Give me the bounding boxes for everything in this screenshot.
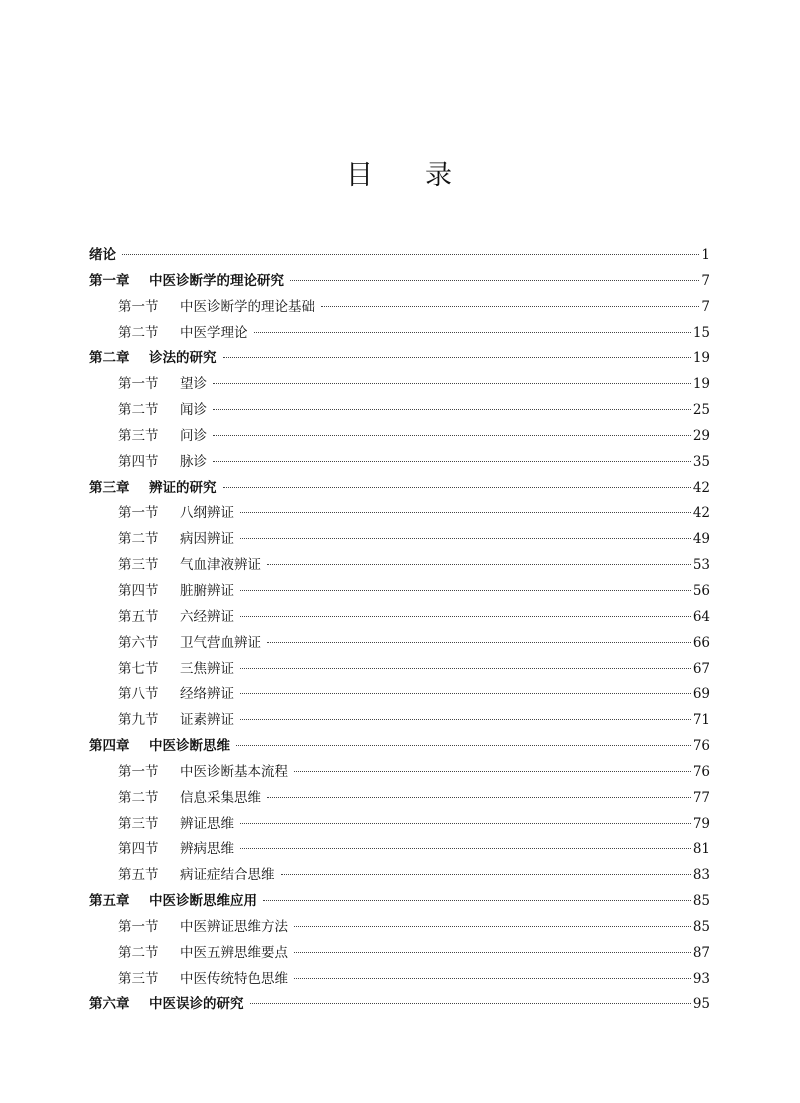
section-number: 第四节 bbox=[118, 582, 159, 599]
section-title: 辨证思维 bbox=[180, 815, 234, 832]
page-number: 7 bbox=[701, 272, 710, 289]
toc-section-entry[interactable] bbox=[89, 527, 710, 553]
dot-leader bbox=[294, 771, 691, 772]
page-number: 29 bbox=[692, 427, 710, 444]
section-number: 第二节 bbox=[118, 944, 159, 961]
section-number: 第七节 bbox=[118, 660, 159, 677]
toc-section-entry[interactable] bbox=[89, 579, 710, 605]
dot-leader bbox=[267, 642, 691, 643]
chapter-title: 绪论 bbox=[89, 247, 116, 263]
section-title: 闻诊 bbox=[180, 402, 207, 419]
page-number: 69 bbox=[692, 686, 710, 703]
section-number: 第一节 bbox=[118, 376, 159, 393]
dot-leader bbox=[240, 719, 691, 720]
page-number: 85 bbox=[692, 893, 710, 910]
toc-section-entry[interactable] bbox=[89, 708, 710, 734]
page-number: 53 bbox=[692, 557, 710, 574]
page-number: 35 bbox=[692, 453, 710, 470]
page-number: 64 bbox=[692, 608, 710, 625]
chapter-title: 辨证的研究 bbox=[149, 479, 217, 496]
section-title: 中医诊断基本流程 bbox=[180, 763, 288, 780]
toc-section-entry[interactable] bbox=[89, 863, 710, 889]
chapter-title: 中医诊断学的理论研究 bbox=[149, 272, 284, 289]
page-number: 1 bbox=[701, 247, 710, 263]
section-number: 第五节 bbox=[118, 867, 159, 884]
section-number: 第四节 bbox=[118, 453, 159, 470]
dot-leader bbox=[250, 1003, 691, 1004]
section-title: 三焦辨证 bbox=[180, 660, 234, 677]
dot-leader bbox=[294, 978, 691, 979]
toc-chapter-entry[interactable] bbox=[89, 269, 710, 295]
toc-section-entry[interactable] bbox=[89, 372, 710, 398]
page-number: 95 bbox=[692, 996, 710, 1013]
toc-section-entry[interactable] bbox=[89, 450, 710, 476]
title-char-1: 目 bbox=[346, 160, 375, 191]
dot-leader bbox=[281, 874, 691, 875]
toc-chapter-entry[interactable] bbox=[89, 734, 710, 760]
page-number: 76 bbox=[692, 738, 710, 755]
toc-section-entry[interactable] bbox=[89, 398, 710, 424]
section-title: 经络辨证 bbox=[180, 686, 234, 703]
toc-section-entry[interactable] bbox=[89, 631, 710, 657]
toc-section-entry[interactable] bbox=[89, 812, 710, 838]
page-number: 19 bbox=[692, 350, 710, 367]
section-title: 病证症结合思维 bbox=[180, 867, 275, 884]
dot-leader bbox=[254, 332, 691, 333]
section-number: 第四节 bbox=[118, 841, 159, 858]
toc-section-entry[interactable] bbox=[89, 915, 710, 941]
dot-leader bbox=[240, 512, 691, 513]
dot-leader bbox=[321, 306, 699, 307]
dot-leader bbox=[122, 254, 699, 255]
section-title: 中医辨证思维方法 bbox=[180, 918, 288, 935]
dot-leader bbox=[240, 616, 691, 617]
section-title: 中医学理论 bbox=[180, 324, 248, 341]
page-number: 67 bbox=[692, 660, 710, 677]
chapter-number: 第六章 bbox=[89, 996, 130, 1013]
section-title: 望诊 bbox=[180, 376, 207, 393]
chapter-title: 中医诊断思维 bbox=[149, 738, 230, 755]
section-number: 第八节 bbox=[118, 686, 159, 703]
dot-leader bbox=[240, 668, 691, 669]
section-title: 脏腑辨证 bbox=[180, 582, 234, 599]
chapter-title: 中医误诊的研究 bbox=[149, 996, 244, 1013]
toc-section-entry[interactable] bbox=[89, 941, 710, 967]
dot-leader bbox=[213, 435, 691, 436]
section-title: 信息采集思维 bbox=[180, 789, 261, 806]
section-title: 证素辨证 bbox=[180, 712, 234, 729]
toc-chapter-entry[interactable] bbox=[89, 346, 710, 372]
section-number: 第三节 bbox=[118, 557, 159, 574]
toc-section-entry[interactable] bbox=[89, 295, 710, 321]
section-title: 卫气营血辨证 bbox=[180, 634, 261, 651]
section-title: 问诊 bbox=[180, 427, 207, 444]
section-title: 病因辨证 bbox=[180, 531, 234, 548]
page-number: 85 bbox=[692, 918, 710, 935]
toc-section-entry[interactable] bbox=[89, 837, 710, 863]
dot-leader bbox=[240, 823, 691, 824]
page-number: 81 bbox=[692, 841, 710, 858]
page-number: 42 bbox=[692, 505, 710, 522]
page-title bbox=[0, 153, 800, 192]
section-number: 第一节 bbox=[118, 505, 159, 522]
dot-leader bbox=[236, 745, 691, 746]
dot-leader bbox=[223, 487, 691, 488]
page-number: 19 bbox=[692, 376, 710, 393]
chapter-number: 第二章 bbox=[89, 350, 130, 367]
section-number: 第三节 bbox=[118, 815, 159, 832]
dot-leader bbox=[267, 797, 691, 798]
page-number: 76 bbox=[692, 763, 710, 780]
toc-chapter-entry[interactable] bbox=[89, 992, 710, 1018]
toc-section-entry[interactable] bbox=[89, 553, 710, 579]
section-number: 第一节 bbox=[118, 298, 159, 315]
section-number: 第三节 bbox=[118, 427, 159, 444]
section-number: 第二节 bbox=[118, 324, 159, 341]
section-title: 脉诊 bbox=[180, 453, 207, 470]
page-number: 79 bbox=[692, 815, 710, 832]
chapter-number: 第一章 bbox=[89, 272, 130, 289]
chapter-number: 第四章 bbox=[89, 738, 130, 755]
dot-leader bbox=[240, 693, 691, 694]
dot-leader bbox=[240, 590, 691, 591]
dot-leader bbox=[294, 952, 691, 953]
toc-section-entry[interactable] bbox=[89, 501, 710, 527]
section-title: 中医五辨思维要点 bbox=[180, 944, 288, 961]
page-number: 7 bbox=[701, 298, 710, 315]
chapter-title: 诊法的研究 bbox=[149, 350, 217, 367]
section-title: 辨病思维 bbox=[180, 841, 234, 858]
page-number: 87 bbox=[692, 944, 710, 961]
toc-section-entry[interactable] bbox=[89, 760, 710, 786]
page-number: 42 bbox=[692, 479, 710, 496]
dot-leader bbox=[240, 848, 691, 849]
chapter-number: 第三章 bbox=[89, 479, 130, 496]
chapter-number: 第五章 bbox=[89, 893, 130, 910]
section-number: 第九节 bbox=[118, 712, 159, 729]
dot-leader bbox=[294, 926, 691, 927]
section-title: 八纲辨证 bbox=[180, 505, 234, 522]
page-number: 66 bbox=[692, 634, 710, 651]
toc-chapter-entry[interactable] bbox=[89, 889, 710, 915]
section-number: 第五节 bbox=[118, 608, 159, 625]
dot-leader bbox=[263, 900, 691, 901]
dot-leader bbox=[213, 461, 691, 462]
section-number: 第二节 bbox=[118, 531, 159, 548]
toc-chapter-entry[interactable] bbox=[89, 243, 710, 269]
section-title: 气血津液辨证 bbox=[180, 557, 261, 574]
section-title: 六经辨证 bbox=[180, 608, 234, 625]
section-number: 第二节 bbox=[118, 789, 159, 806]
dot-leader bbox=[213, 383, 691, 384]
dot-leader bbox=[223, 357, 691, 358]
section-title: 中医诊断学的理论基础 bbox=[180, 298, 315, 315]
dot-leader bbox=[213, 409, 691, 410]
toc-section-entry[interactable] bbox=[89, 967, 710, 993]
page-number: 15 bbox=[692, 324, 710, 341]
dot-leader bbox=[267, 564, 691, 565]
title-char-2: 录 bbox=[425, 160, 454, 191]
page-number: 25 bbox=[692, 402, 710, 419]
section-number: 第一节 bbox=[118, 918, 159, 935]
section-number: 第三节 bbox=[118, 970, 159, 987]
toc-section-entry[interactable] bbox=[89, 321, 710, 347]
page-number: 77 bbox=[692, 789, 710, 806]
toc-section-entry[interactable] bbox=[89, 657, 710, 683]
toc-section-entry[interactable] bbox=[89, 786, 710, 812]
section-number: 第二节 bbox=[118, 402, 159, 419]
dot-leader bbox=[240, 538, 691, 539]
section-title: 中医传统特色思维 bbox=[180, 970, 288, 987]
toc-section-entry[interactable] bbox=[89, 424, 710, 450]
toc-section-entry[interactable] bbox=[89, 682, 710, 708]
toc-section-entry[interactable] bbox=[89, 605, 710, 631]
section-number: 第一节 bbox=[118, 763, 159, 780]
page-number: 83 bbox=[692, 867, 710, 884]
page-number: 56 bbox=[692, 582, 710, 599]
page-number: 71 bbox=[692, 712, 710, 729]
section-number: 第六节 bbox=[118, 634, 159, 651]
page-number: 49 bbox=[692, 531, 710, 548]
table-of-contents bbox=[89, 243, 710, 1018]
chapter-title: 中医诊断思维应用 bbox=[149, 893, 257, 910]
toc-chapter-entry[interactable] bbox=[89, 476, 710, 502]
page-number: 93 bbox=[692, 970, 710, 987]
dot-leader bbox=[290, 280, 699, 281]
